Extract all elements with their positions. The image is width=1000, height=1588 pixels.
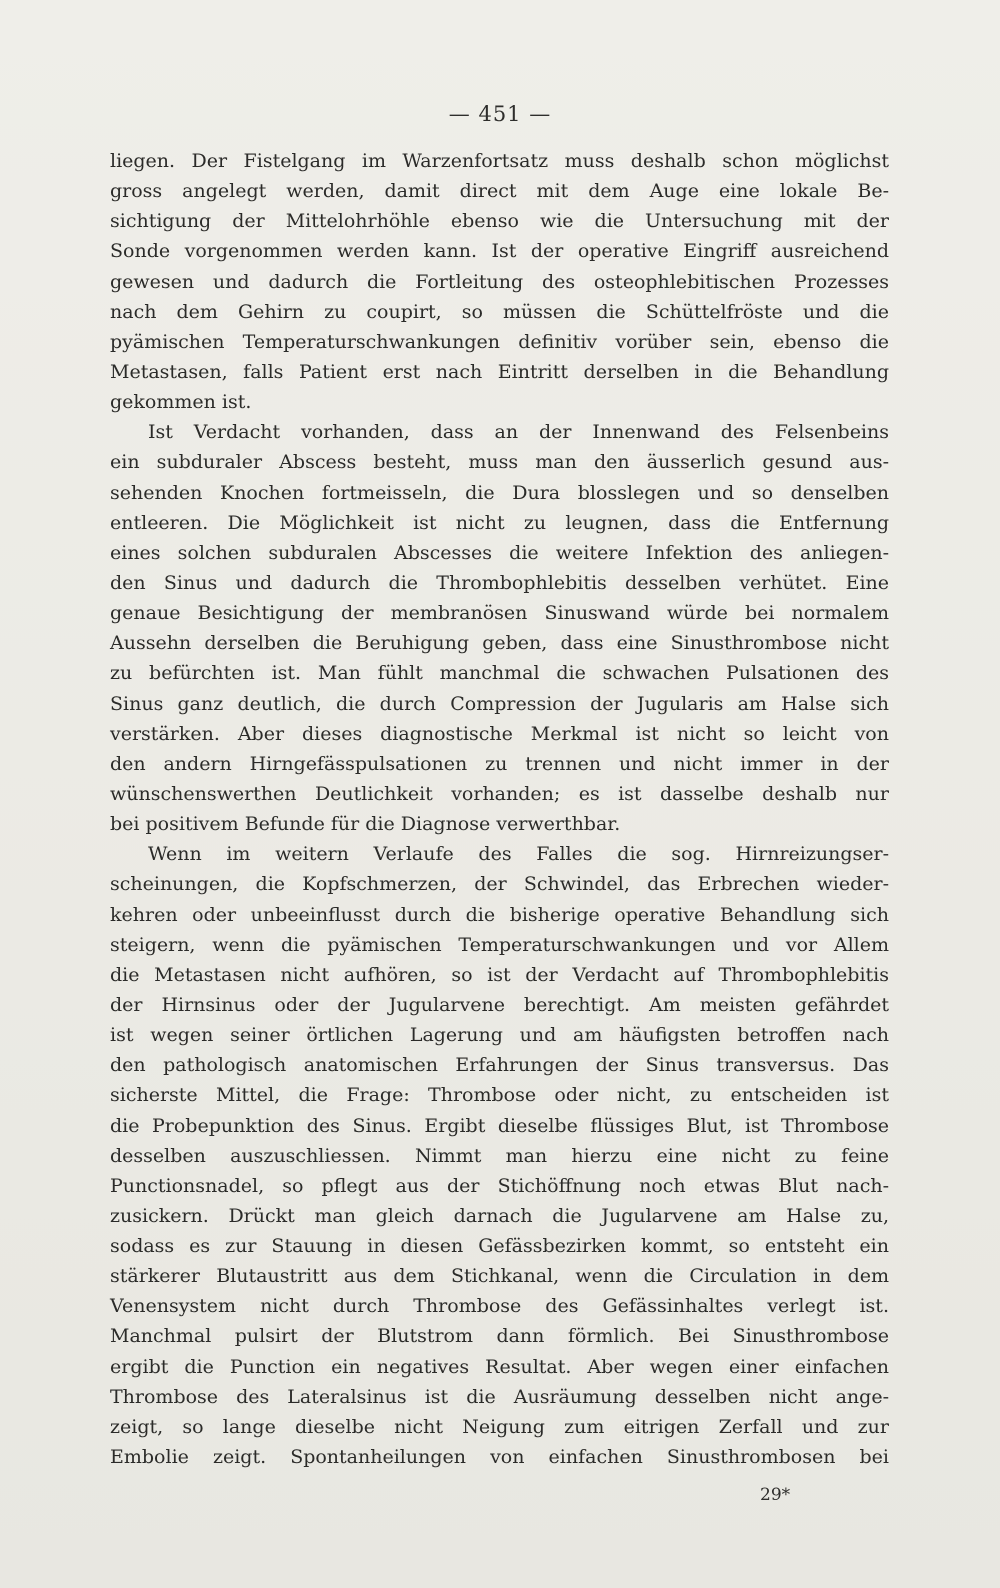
text-line: die Probepunktion des Sinus. Ergibt dieselbe flüssiges Blut, ist Thrombose <box>110 1114 889 1137</box>
text-line: Ist Verdacht vorhanden, dass an der Innenwand des Felsenbeins <box>148 421 889 444</box>
text-line: gekommen ist. <box>110 391 252 414</box>
text-line: sicherste Mittel, die Frage: Thrombose oder nicht, zu entscheiden ist <box>110 1084 889 1107</box>
text-line: die Metastasen nicht aufhören, so ist der Verdacht auf Thrombophlebitis <box>110 963 889 986</box>
text-line: entleeren. Die Möglichkeit ist nicht zu leugnen, dass die Entfernung <box>110 511 889 534</box>
text-line: kehren oder unbeeinflusst durch die bisherige operative Behandlung sich <box>110 903 889 926</box>
text-line: den andern Hirngefässpulsationen zu trennen und nicht immer in der <box>110 752 889 775</box>
text-line: den Sinus und dadurch die Thrombophlebitis desselben verhütet. Eine <box>110 571 889 594</box>
text-line: pyämischen Temperaturschwankungen definitiv vorüber sein, ebenso die <box>110 330 889 353</box>
text-line: Aussehn derselben die Beruhigung geben, dass eine Sinusthrombose nicht <box>110 632 889 655</box>
text-line: sehenden Knochen fortmeisseln, die Dura blosslegen und so denselben <box>110 481 889 504</box>
text-line: Punctionsnadel, so pflegt aus der Stichöffnung noch etwas Blut nach- <box>110 1174 889 1197</box>
text-line: verstärken. Aber dieses diagnostische Merkmal ist nicht so leicht von <box>110 722 889 745</box>
text-line: liegen. Der Fistelgang im Warzenfortsatz muss deshalb schon möglichst <box>110 150 889 172</box>
text-line: stärkerer Blutaustritt aus dem Stichkanal, wenn die Circulation in dem <box>110 1265 889 1288</box>
text-line: gewesen und dadurch die Fortleitung des osteophlebitischen Prozesses <box>110 270 889 293</box>
text-line: Thrombose des Lateralsinus ist die Ausräumung desselben nicht ange- <box>110 1385 889 1408</box>
text-line: den pathologisch anatomischen Erfahrungen der Sinus transversus. Das <box>110 1054 889 1077</box>
text-line: nach dem Gehirn zu coupirt, so müssen die Schüttelfröste und die <box>110 300 889 323</box>
text-line: der Hirnsinus oder der Jugularvene berechtigt. Am meisten gefährdet <box>110 993 889 1016</box>
sheet-signature: 29* <box>760 1485 791 1505</box>
body-text <box>110 146 889 1472</box>
text-line: scheinungen, die Kopfschmerzen, der Schwindel, das Erbrechen wieder- <box>110 873 889 896</box>
text-line: Embolie zeigt. Spontanheilungen von einfachen Sinusthrombosen bei <box>110 1446 889 1469</box>
text-line: genaue Besichtigung der membranösen Sinuswand würde bei normalem <box>110 602 889 625</box>
text-line: eines solchen subduralen Abscesses die weitere Infektion des anliegen- <box>110 541 889 564</box>
text-line: sodass es zur Stauung in diesen Gefässbezirken kommt, so entsteht ein <box>110 1235 889 1258</box>
text-line: desselben auszuschliessen. Nimmt man hierzu eine nicht zu feine <box>110 1144 889 1167</box>
text-line: ein subduraler Abscess besteht, muss man den äusserlich gesund aus- <box>110 451 889 474</box>
text-line: ist wegen seiner örtlichen Lagerung und am häufigsten betroffen nach <box>110 1024 889 1047</box>
text-line: Metastasen, falls Patient erst nach Eintritt derselben in die Behandlung <box>110 360 889 383</box>
text-line: sichtigung der Mittelohrhöhle ebenso wie die Untersuchung mit der <box>110 210 889 233</box>
text-line: Venensystem nicht durch Thrombose des Gefässinhaltes verlegt ist. <box>110 1295 889 1318</box>
text-line: Wenn im weitern Verlaufe des Falles die sog. Hirnreizungser- <box>148 843 889 866</box>
paragraph <box>110 146 889 417</box>
paragraph <box>110 839 889 1472</box>
text-line: Sinus ganz deutlich, die durch Compression der Jugularis am Halse sich <box>110 692 889 715</box>
text-line: Manchmal pulsirt der Blutstrom dann förmlich. Bei Sinusthrombose <box>110 1325 889 1348</box>
text-line: wünschenswerthen Deutlichkeit vorhanden; es ist dasselbe deshalb nur <box>110 782 889 805</box>
text-line: zeigt, so lange dieselbe nicht Neigung zum eitrigen Zerfall und zur <box>110 1415 889 1438</box>
text-line: zusickern. Drückt man gleich darnach die Jugularvene am Halse zu, <box>110 1204 889 1227</box>
text-line: gross angelegt werden, damit direct mit dem Auge eine lokale Be- <box>110 180 889 203</box>
text-line: ergibt die Punction ein negatives Resultat. Aber wegen einer einfachen <box>110 1355 889 1378</box>
text-line: zu befürchten ist. Man fühlt manchmal die schwachen Pulsationen des <box>110 662 889 685</box>
page-number: — 451 — <box>448 102 552 126</box>
text-line: bei positivem Befunde für die Diagnose verwerthbar. <box>110 813 621 836</box>
paragraph <box>110 417 889 839</box>
text-line: steigern, wenn die pyämischen Temperaturschwankungen und vor Allem <box>110 933 889 956</box>
text-line: Sonde vorgenommen werden kann. Ist der operative Eingriff ausreichend <box>110 240 889 263</box>
